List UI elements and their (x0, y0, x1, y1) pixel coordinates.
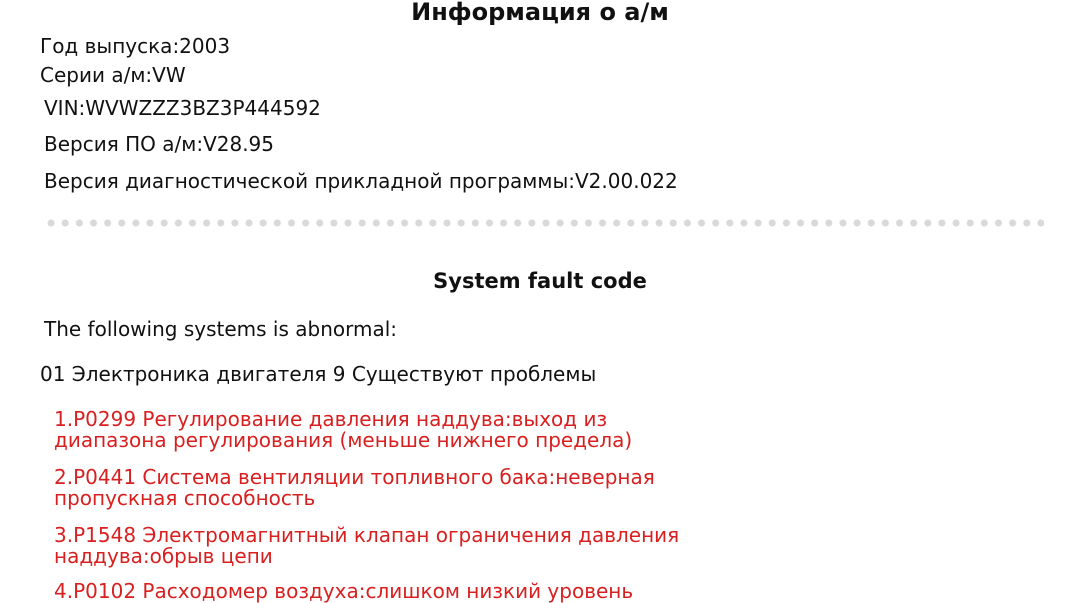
fault-section-title: System fault code (433, 269, 647, 293)
fault-code-item: 2.P0441 Система вентиляции топливного бака:неверная пропускная способность (54, 465, 655, 510)
software-version: Версия ПО а/м:V28.95 (44, 132, 274, 156)
fault-code-item: 1.P0299 Регулирование давления наддува:выход из диапазона регулирования (меньше нижнего предела) (54, 407, 633, 452)
dotted-divider (44, 218, 1044, 228)
abnormal-systems-intro: The following systems is abnormal: (44, 317, 398, 341)
vin-number: VIN:WVWZZZ3BZ3P444592 (44, 96, 321, 120)
page-title: Информация о а/м (411, 0, 669, 26)
fault-code-item: 4.P0102 Расходомер воздуха:слишком низкий уровень (54, 579, 634, 603)
year-of-manufacture: Год выпуска:2003 (40, 34, 231, 58)
system-status-line: 01 Электроника двигателя 9 Существуют проблемы (40, 362, 597, 386)
diagnostic-app-version: Версия диагностической прикладной программы:V2.00.022 (44, 169, 678, 193)
vehicle-series: Серии а/м:VW (40, 63, 186, 87)
fault-code-item: 3.P1548 Электромагнитный клапан ограничения давления наддува:обрыв цепи (54, 523, 680, 568)
